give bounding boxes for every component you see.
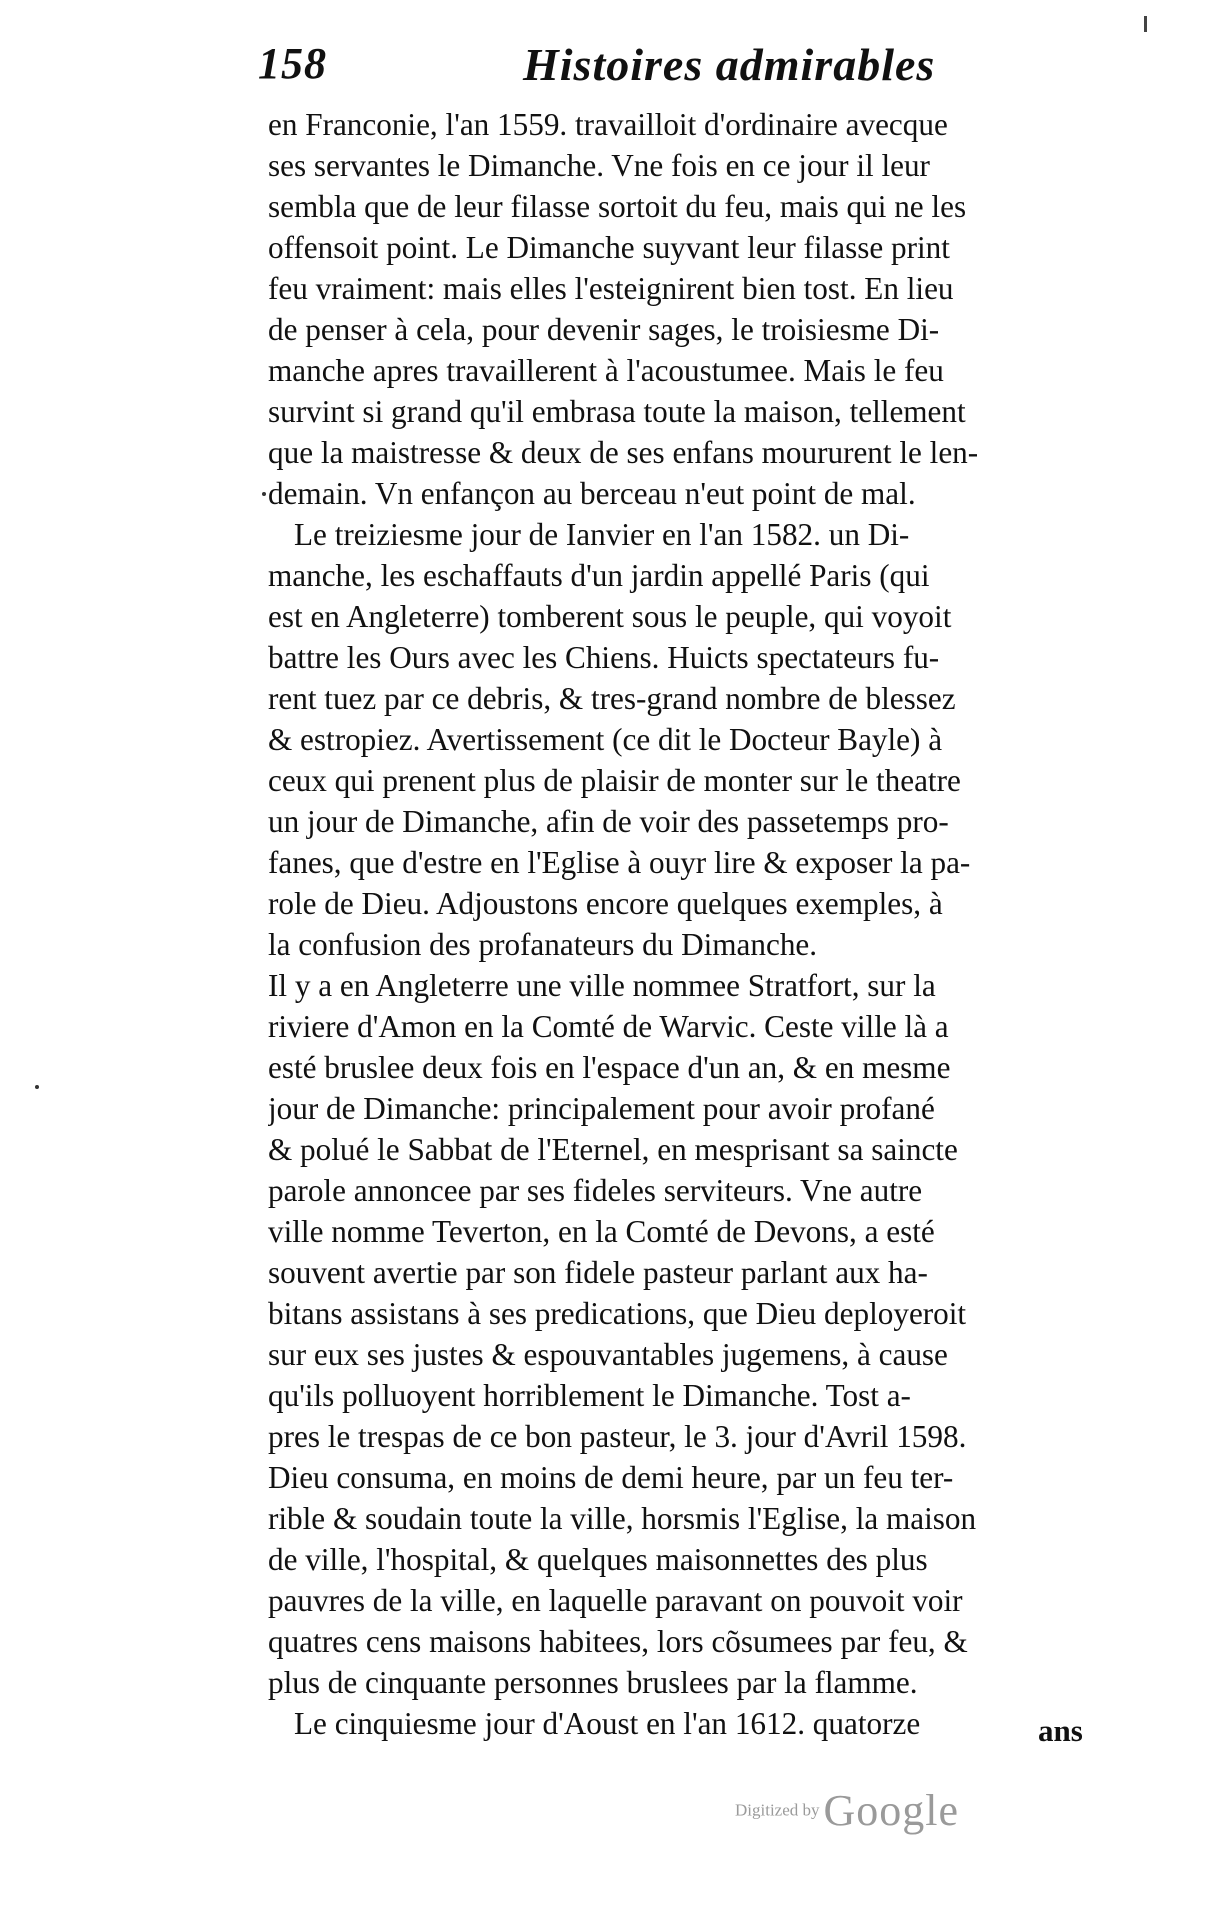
text-line: esté bruslee deux fois en l'espace d'un an, & en mesme: [268, 1050, 951, 1085]
text-line: que la maistresse & deux de ses enfans moururent le len-: [268, 435, 979, 470]
text-line: Le cinquiesme jour d'Aoust en l'an 1612. quatorze: [294, 1706, 921, 1741]
text-line: Il y a en Angleterre une ville nommee Stratfort, sur la: [268, 968, 936, 1003]
text-line: survint si grand qu'il embrasa toute la maison, tellement: [268, 394, 966, 429]
text-line: Le treiziesme jour de Ianvier en l'an 1582. un Di-: [294, 517, 910, 552]
body-text: [268, 104, 1128, 1744]
scan-edge-mark: [1144, 16, 1147, 32]
text-line: de ville, l'hospital, & quelques maisonnettes des plus: [268, 1542, 928, 1577]
text-line: rible & soudain toute la ville, horsmis l'Eglise, la maison: [268, 1501, 977, 1536]
text-line: sembla que de leur filasse sortoit du feu, mais qui ne les: [268, 189, 967, 224]
digitization-watermark: [735, 1785, 959, 1845]
page-number: 158: [258, 39, 327, 88]
text-line: jour de Dimanche: principalement pour avoir profané: [268, 1091, 935, 1126]
text-line: manche, les eschaffauts d'un jardin appellé Paris (qui: [268, 558, 930, 593]
text-line: plus de cinquante personnes bruslees par la flamme.: [268, 1665, 918, 1700]
scan-speck: [35, 1085, 39, 1089]
text-line: ceux qui prenent plus de plaisir de monter sur le theatre: [268, 763, 961, 798]
watermark-prefix: Digitized by: [735, 1800, 820, 1820]
text-line: quatres cens maisons habitees, lors cõsumees par feu, &: [268, 1624, 968, 1659]
text-line: de penser à cela, pour devenir sages, le troisiesme Di-: [268, 312, 940, 347]
running-title: Histoires admirables: [523, 39, 936, 90]
text-line: riviere d'Amon en la Comté de Warvic. Ceste ville là a: [268, 1009, 949, 1044]
text-line: rent tuez par ce debris, & tres-grand nombre de blessez: [268, 681, 956, 716]
text-line: souvent avertie par son fidele pasteur parlant aux ha-: [268, 1255, 928, 1290]
text-line: & estropiez. Avertissement (ce dit le Docteur Bayle) à: [268, 722, 943, 757]
text-line: demain. Vn enfançon au berceau n'eut point de mal.: [268, 476, 916, 511]
watermark-brand: Google: [823, 1786, 960, 1835]
text-line: feu vraiment: mais elles l'esteignirent bien tost. En lieu: [268, 271, 954, 306]
scan-speck: [262, 492, 266, 496]
text-line: ville nomme Teverton, en la Comté de Devons, a esté: [268, 1214, 935, 1249]
text-line: Dieu consuma, en moins de demi heure, par un feu ter-: [268, 1460, 954, 1495]
text-line: battre les Ours avec les Chiens. Huicts spectateurs fu-: [268, 640, 940, 675]
text-line: offensoit point. Le Dimanche suyvant leur filasse print: [268, 230, 950, 265]
text-line: pauvres de la ville, en laquelle paravant on pouvoit voir: [268, 1583, 963, 1618]
text-line: & polué le Sabbat de l'Eternel, en mesprisant sa saincte: [268, 1132, 958, 1167]
text-line: fanes, que d'estre en l'Eglise à ouyr lire & exposer la pa-: [268, 845, 971, 880]
text-line: bitans assistans à ses predications, que Dieu deployeroit: [268, 1296, 967, 1331]
text-line: manche apres travaillerent à l'acoustumee. Mais le feu: [268, 353, 944, 388]
text-line: sur eux ses justes & espouvantables jugemens, à cause: [268, 1337, 948, 1372]
text-line: parole annoncee par ses fideles serviteurs. Vne autre: [268, 1173, 923, 1208]
text-line: est en Angleterre) tomberent sous le peuple, qui voyoit: [268, 599, 952, 634]
page-header: [258, 38, 1128, 100]
text-line: la confusion des profanateurs du Dimanche.: [268, 927, 818, 962]
text-line: role de Dieu. Adjoustons encore quelques exemples, à: [268, 886, 943, 921]
text-line: pres le trespas de ce bon pasteur, le 3. jour d'Avril 1598.: [268, 1419, 967, 1454]
text-line: qu'ils polluoyent horriblement le Dimanche. Tost a-: [268, 1378, 911, 1413]
text-line: en Franconie, l'an 1559. travailloit d'ordinaire avecque: [268, 107, 948, 142]
text-line: un jour de Dimanche, afin de voir des passetemps pro-: [268, 804, 949, 839]
text-line: ses servantes le Dimanche. Vne fois en ce jour il leur: [268, 148, 930, 183]
catchword: ans: [1038, 1713, 1083, 1748]
